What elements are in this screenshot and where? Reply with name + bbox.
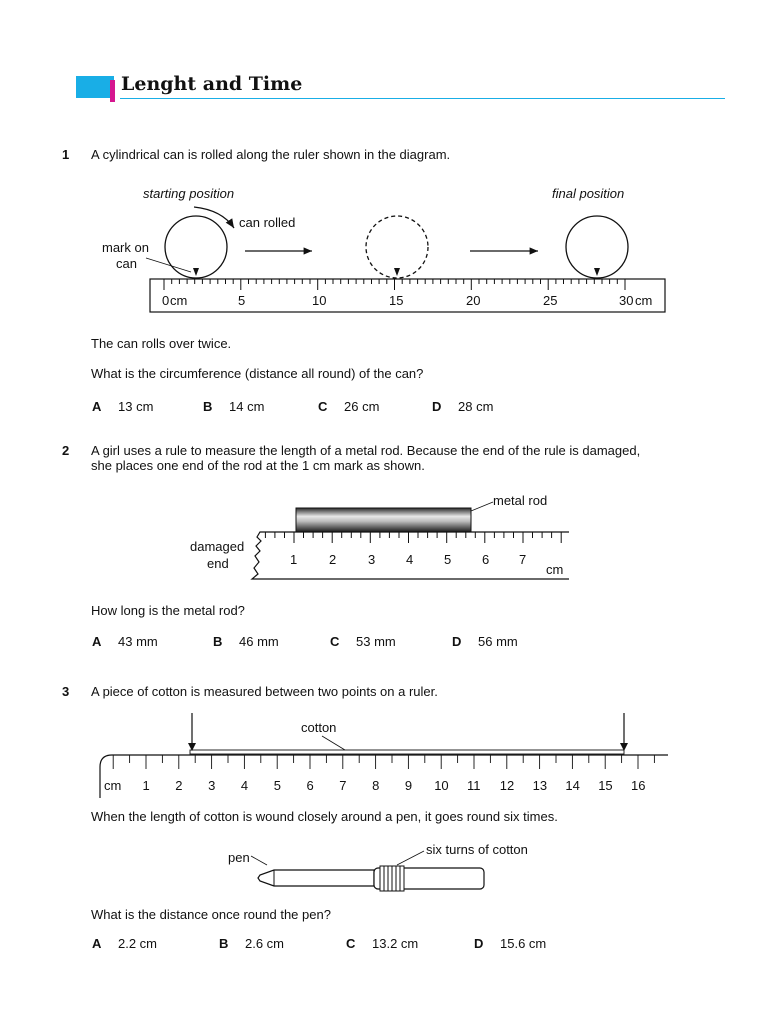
q2-tick-2: 2	[329, 552, 337, 567]
q2-option-a[interactable]	[92, 634, 158, 649]
q3-option-a-letter: A	[92, 936, 102, 951]
q3-tick-label: 15	[598, 778, 613, 793]
q2-option-d[interactable]	[452, 634, 518, 649]
q3-pen-diagram	[0, 838, 768, 898]
q3-unit: cm	[104, 778, 122, 793]
q1-label-mark-2: can	[116, 256, 137, 271]
q3-label-cotton: cotton	[301, 720, 337, 735]
q3-label-pen: pen	[228, 850, 250, 865]
q1-ruler	[150, 279, 665, 312]
q3-tick-label: 16	[631, 778, 646, 793]
q3-tick-label: 14	[565, 778, 580, 793]
q2-option-c-text: 53 mm	[356, 634, 396, 649]
q3-option-c-text: 13.2 cm	[372, 936, 419, 951]
q2-tick-5: 5	[444, 552, 452, 567]
q1-tick-20: 20	[466, 293, 481, 308]
q2-unit: cm	[546, 562, 564, 577]
q3-label-turns: six turns of cotton	[426, 842, 528, 857]
q3-tick-label: 2	[175, 778, 183, 793]
q3-pen-pointer	[251, 856, 267, 865]
q3-tick-label: 5	[273, 778, 281, 793]
q2-option-b-text: 46 mm	[239, 634, 279, 649]
q1-tick-10: 10	[312, 293, 327, 308]
q3-question: What is the distance once round the pen?	[91, 907, 331, 922]
q3-cotton-pointer	[322, 736, 345, 750]
header-rule	[120, 98, 725, 99]
q2-tick-7: 7	[519, 552, 527, 567]
q3-line1: When the length of cotton is wound closely around a pen, it goes round six times.	[91, 809, 558, 824]
q3-cotton	[190, 750, 624, 754]
q3-tick-label: 11	[467, 778, 481, 793]
q3-option-a-text: 2.2 cm	[118, 936, 158, 951]
q2-option-c-letter: C	[330, 634, 340, 649]
q3-tick-label: 13	[532, 778, 548, 793]
q1-question: What is the circumference (distance all round) of the can?	[91, 366, 424, 381]
q2-option-d-text: 56 mm	[478, 634, 518, 649]
q3-turn-5	[396, 866, 400, 891]
q3-turn-6	[400, 866, 404, 891]
q2-option-c[interactable]	[330, 634, 396, 649]
q1-option-c[interactable]	[318, 399, 379, 414]
q2-label-rod: metal rod	[493, 493, 548, 508]
q1-line1: The can rolls over twice.	[91, 336, 232, 351]
q1-label-rolled: can rolled	[239, 215, 296, 230]
q1-option-d-text: 28 cm	[458, 399, 494, 414]
q1-option-b-text: 14 cm	[229, 399, 265, 414]
q3-option-b-text: 2.6 cm	[245, 936, 285, 951]
q3-pen-body	[258, 870, 374, 886]
q1-option-a-letter: A	[92, 399, 102, 414]
page-title: Lenght and Time	[121, 73, 303, 95]
header-accent-block	[76, 76, 114, 98]
q1-tick-cm-start: cm	[170, 293, 188, 308]
q3-tick-label: 10	[434, 778, 449, 793]
q3-option-a[interactable]	[92, 936, 157, 951]
q3-option-b-letter: B	[219, 936, 229, 951]
q1-option-c-text: 26 cm	[344, 399, 380, 414]
q2-number: 2	[62, 443, 70, 458]
q3-tick-label: 3	[208, 778, 216, 793]
q1-number: 1	[62, 147, 70, 162]
q1-tick-15: 15	[389, 293, 404, 308]
q1-label-final: final position	[552, 186, 625, 201]
q2-option-d-letter: D	[452, 634, 462, 649]
q3-option-d-letter: D	[474, 936, 484, 951]
q3-number: 3	[62, 684, 70, 699]
q1-label-start: starting position	[143, 186, 235, 201]
q2-tick-1: 1	[290, 552, 298, 567]
q1-tick-5: 5	[238, 293, 246, 308]
q3-tick-label: 6	[306, 778, 314, 793]
q1-option-d-letter: D	[432, 399, 442, 414]
q3-tick-label: 8	[372, 778, 380, 793]
q3-option-b[interactable]	[219, 936, 284, 951]
q3-tick-label: 9	[404, 778, 413, 793]
q3-turn-3	[388, 866, 392, 891]
q2-option-a-letter: A	[92, 634, 102, 649]
q1-tick-25: 25	[543, 293, 558, 308]
q2-label-damaged-1: damaged	[190, 539, 245, 554]
q2-label-damaged-2: end	[207, 556, 229, 571]
q2-tick-6: 6	[482, 552, 490, 567]
q1-stem: A cylindrical can is rolled along the ruler shown in the diagram.	[91, 147, 451, 162]
q3-option-d[interactable]	[474, 936, 546, 951]
q1-option-b[interactable]	[203, 399, 264, 414]
q3-turn-2	[384, 866, 388, 891]
q2-option-a-text: 43 mm	[118, 634, 158, 649]
header-accent-bar	[110, 80, 115, 102]
q2-stem-line1: A girl uses a rule to measure the length of a metal rod. Because the end of the rule is damaged,	[91, 443, 641, 458]
q1-option-c-letter: C	[318, 399, 328, 414]
q2-diagram	[0, 488, 768, 588]
q2-rod-pointer	[471, 502, 493, 511]
q1-diagram	[0, 180, 768, 320]
q3-turn-1	[380, 866, 384, 891]
q3-tick-label: 12	[499, 778, 515, 793]
q3-ruler	[100, 755, 668, 798]
q2-tick-4: 4	[406, 552, 414, 567]
q1-option-b-letter: B	[203, 399, 213, 414]
q1-tick-cm-end: cm	[635, 293, 653, 308]
q3-tick-label: 4	[240, 778, 249, 793]
q2-option-b[interactable]	[213, 634, 279, 649]
q2-stem-line2: she places one end of the rod at the 1 cm mark as shown.	[91, 458, 425, 473]
q1-option-d[interactable]	[432, 399, 493, 414]
q3-option-c-letter: C	[346, 936, 356, 951]
q3-tick-label: 1	[142, 778, 150, 793]
q3-turn-4	[392, 866, 396, 891]
q3-option-d-text: 15.6 cm	[500, 936, 547, 951]
q3-diagram	[0, 705, 768, 800]
q3-stem: A piece of cotton is measured between two points on a ruler.	[91, 684, 438, 699]
q1-tick-30: 30	[619, 293, 634, 308]
q1-tick-0: 0	[162, 293, 170, 308]
q2-tick-3: 3	[368, 552, 376, 567]
q3-tick-label: 7	[339, 778, 347, 793]
q1-option-a-text: 13 cm	[118, 399, 154, 414]
q1-option-a[interactable]	[92, 399, 153, 414]
q1-label-mark-1: mark on	[102, 240, 149, 255]
q2-option-b-letter: B	[213, 634, 223, 649]
q3-option-c[interactable]	[346, 936, 418, 951]
q2-metal-rod	[296, 508, 471, 532]
q3-turns-pointer	[397, 851, 424, 865]
q2-question: How long is the metal rod?	[91, 603, 245, 618]
